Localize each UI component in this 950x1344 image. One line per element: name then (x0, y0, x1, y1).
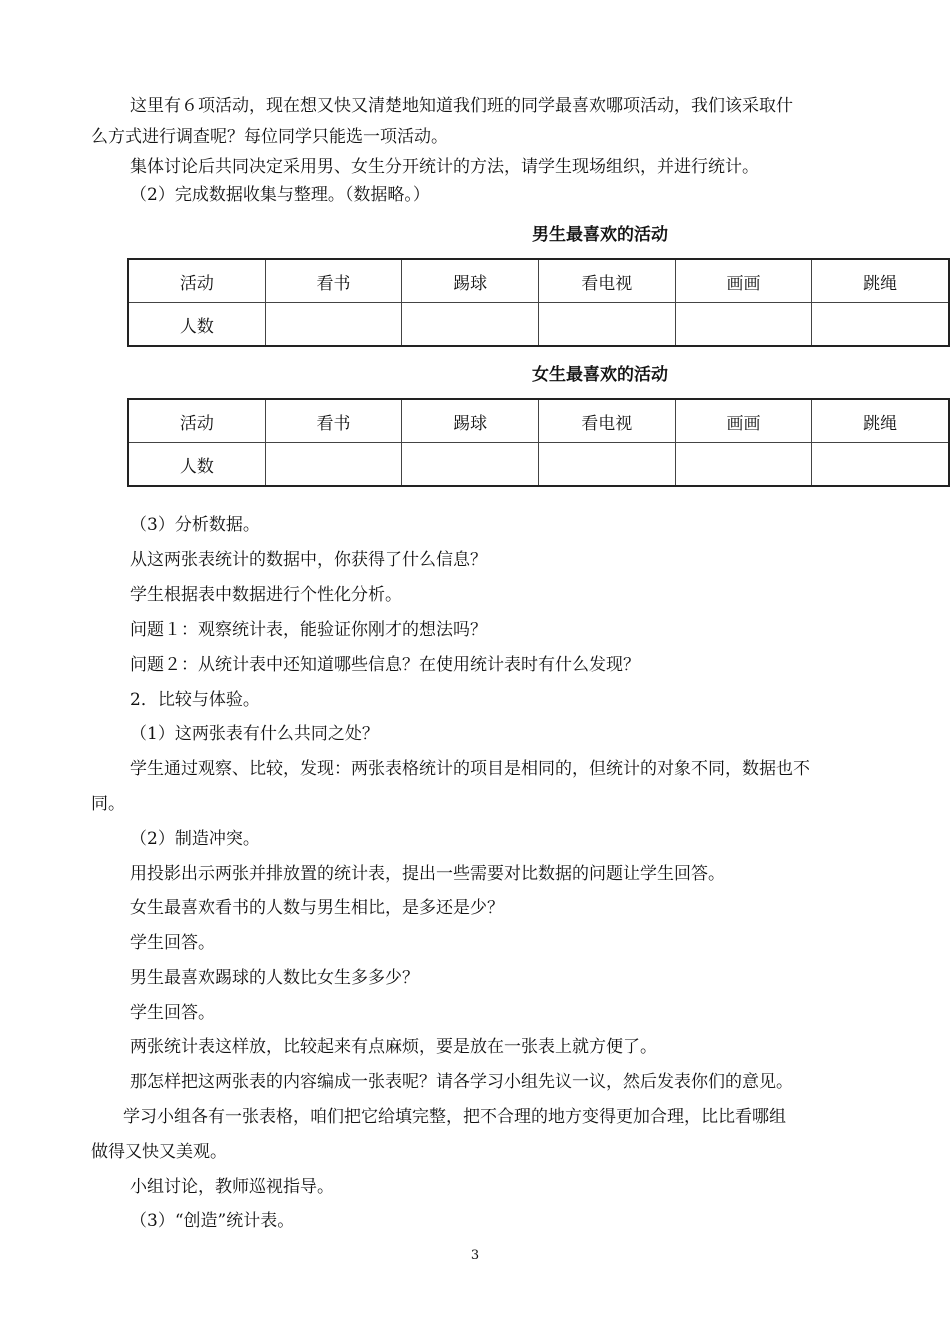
paragraph-line: 学生回答。 (130, 933, 215, 953)
boys-activity-table (127, 258, 950, 347)
paragraph-line: 么方式进行调查呢？每位同学只能选一项活动。 (91, 127, 448, 147)
table-cell (675, 443, 812, 487)
table-cell: 跳绳 (812, 399, 949, 443)
table-cell (538, 303, 675, 347)
table-cell: 看电视 (538, 259, 675, 303)
paragraph-line: （2）完成数据收集与整理。（数据略。） (130, 185, 430, 205)
table-cell (538, 443, 675, 487)
paragraph-line: 同。 (91, 794, 125, 814)
table-cell: 看电视 (538, 399, 675, 443)
page-number: 3 (470, 1248, 480, 1263)
table-cell: 人数 (128, 303, 265, 347)
table-cell (812, 443, 949, 487)
table-cell: 画画 (675, 259, 812, 303)
table-row (128, 303, 949, 347)
table-cell: 看书 (265, 259, 402, 303)
paragraph-line: 2．比较与体验。 (130, 690, 260, 710)
paragraph-line: 小组讨论，教师巡视指导。 (130, 1177, 334, 1197)
paragraph-line: 用投影出示两张并排放置的统计表，提出一些需要对比数据的问题让学生回答。 (130, 864, 725, 884)
paragraph-line: 那怎样把这两张表的内容编成一张表呢？请各学习小组先议一议，然后发表你们的意见。 (130, 1072, 793, 1092)
paragraph-line: 两张统计表这样放，比较起来有点麻烦，要是放在一张表上就方便了。 (130, 1037, 657, 1057)
table-cell: 看书 (265, 399, 402, 443)
table-cell (812, 303, 949, 347)
table-cell (265, 443, 402, 487)
table-cell: 画画 (675, 399, 812, 443)
table-caption-boys: 男生最喜欢的活动 (532, 225, 668, 245)
paragraph-line: （3）分析数据。 (130, 515, 260, 535)
table-row (128, 443, 949, 487)
paragraph-line: 学生根据表中数据进行个性化分析。 (130, 585, 402, 605)
table-cell (675, 303, 812, 347)
table-cell: 踢球 (402, 399, 539, 443)
table-cell: 活动 (128, 259, 265, 303)
paragraph-line: 问题２：从统计表中还知道哪些信息？在使用统计表时有什么发现？ (130, 655, 640, 675)
paragraph-line: （3）“创造”统计表。 (130, 1211, 295, 1231)
paragraph-line: 集体讨论后共同决定采用男、女生分开统计的方法，请学生现场组织，并进行统计。 (130, 157, 759, 177)
table-cell: 跳绳 (812, 259, 949, 303)
paragraph-line: 这里有６项活动，现在想又快又清楚地知道我们班的同学最喜欢哪项活动，我们该采取什 (130, 96, 793, 116)
paragraph-line: 女生最喜欢看书的人数与男生相比，是多还是少？ (130, 898, 504, 918)
table-header-row (128, 259, 949, 303)
table-cell (402, 443, 539, 487)
paragraph-line: （1）这两张表有什么共同之处？ (130, 724, 379, 744)
table-cell: 踢球 (402, 259, 539, 303)
table-cell: 人数 (128, 443, 265, 487)
paragraph-line: 男生最喜欢踢球的人数比女生多多少？ (130, 968, 419, 988)
paragraph-line: 学生回答。 (130, 1003, 215, 1023)
paragraph-line: 学习小组各有一张表格，咱们把它给填完整，把不合理的地方变得更加合理，比比看哪组 (123, 1107, 786, 1127)
girls-activity-table (127, 398, 950, 487)
paragraph-line: 问题１：观察统计表，能验证你刚才的想法吗？ (130, 620, 487, 640)
paragraph-line: 做得又快又美观。 (91, 1142, 227, 1162)
table-caption-girls: 女生最喜欢的活动 (532, 365, 668, 385)
table-cell: 活动 (128, 399, 265, 443)
paragraph-line: 学生通过观察、比较，发现：两张表格统计的项目是相同的，但统计的对象不同，数据也不 (130, 759, 810, 779)
paragraph-line: 从这两张表统计的数据中，你获得了什么信息？ (130, 550, 487, 570)
table-cell (265, 303, 402, 347)
table-cell (402, 303, 539, 347)
table-header-row (128, 399, 949, 443)
paragraph-line: （2）制造冲突。 (130, 829, 260, 849)
